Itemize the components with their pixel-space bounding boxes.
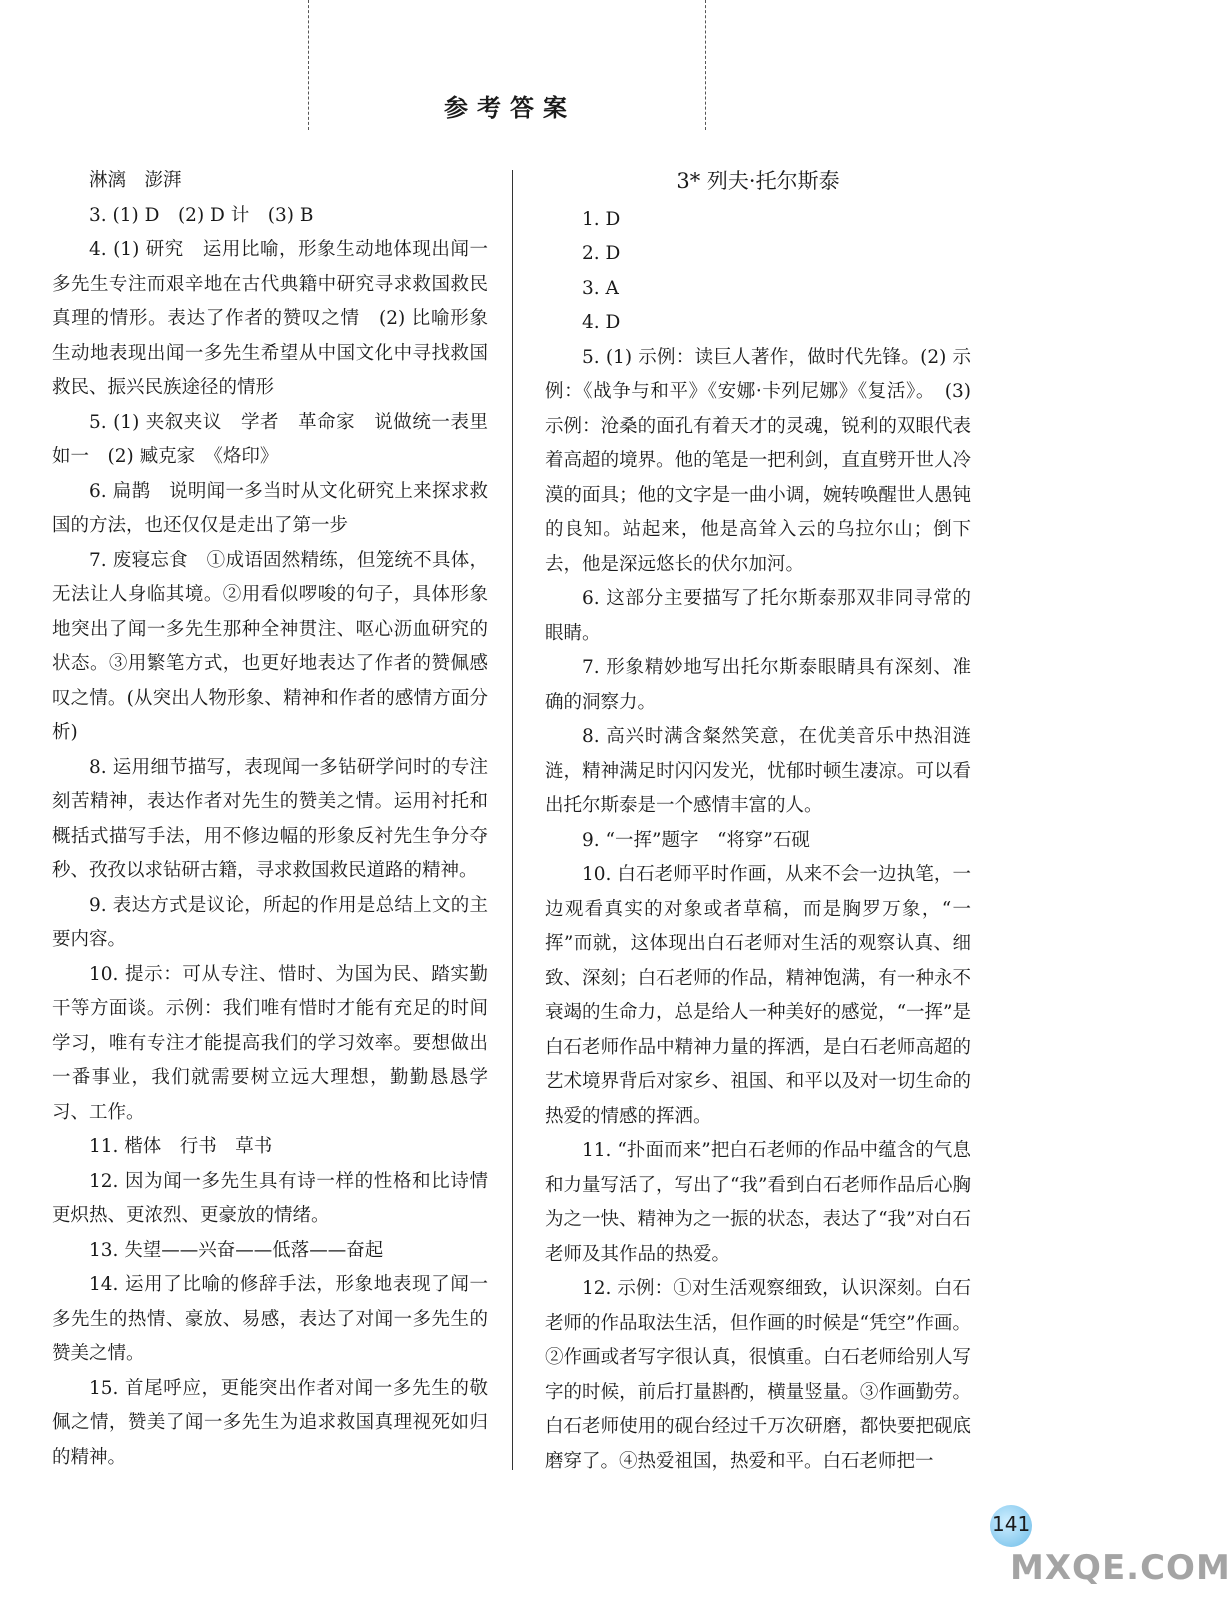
watermark: MXQE.COM [1010, 1548, 1231, 1588]
page-title: 参考答案 [444, 94, 576, 122]
answer-paragraph: 15. 首尾呼应，更能突出作者对闻一多先生的敬佩之情，赞美了闻一多先生为追求救国真理视死如归的精神。 [52, 1377, 488, 1468]
answer-paragraph: 11. 楷体 行书 草书 [89, 1136, 273, 1157]
answer-paragraph: 11. “扑面而来”把白石老师的作品中蕴含的气息和力量写活了，写出了“我”看到白石老师作品后心胸为之一快、精神为之一振的状态，表达了“我”对白石老师及其作品的热爱。 [545, 1140, 971, 1265]
answer-paragraph: 6. 这部分主要描写了托尔斯泰那双非同寻常的眼睛。 [545, 588, 971, 644]
answer-paragraph: 6. 扁鹊 说明闻一多当时从文化研究上来探求救国的方法，也还仅仅是走出了第一步 [52, 480, 488, 536]
answer-paragraph: 14. 运用了比喻的修辞手法，形象地表现了闻一多先生的热情、豪放、易感，表达了对闻一多先生的赞美之情。 [52, 1274, 488, 1364]
left-column [52, 164, 488, 1475]
answer-paragraph: 淋漓 澎湃 [89, 170, 182, 191]
answer-paragraph: 5. (1) 示例：读巨人著作，做时代先锋。(2) 示例：《战争与和平》《安娜·卡列尼娜》《复活》。 (3) 示例：沧桑的面孔有着天才的灵魂，锐利的双眼代表着高超的境界。他的笔是一把利剑，直直劈开世人冷漠的面具；他的文字是一曲小调，婉转唤醒世人愚钝的良知。站起来，他是高耸入云的乌拉尔山；倒下去，他是深远悠长的伏尔加河。 [545, 346, 971, 575]
answer-paragraph: 7. 形象精妙地写出托尔斯泰眼睛具有深刻、准确的洞察力。 [545, 657, 971, 713]
right-column [545, 164, 971, 1479]
answer-paragraph: 13. 失望——兴奋——低落——奋起 [89, 1239, 384, 1261]
answer-paragraph: 1. D [582, 208, 621, 230]
answer-paragraph: 8. 高兴时满含粲然笑意，在优美音乐中热泪涟涟，精神满足时闪闪发光，忧郁时顿生凄凉。可以看出托尔斯泰是一个感情丰富的人。 [545, 726, 971, 816]
answer-paragraph: 12. 示例：①对生活观察细致，认识深刻。白石老师的作品取法生活，但作画的时候是“凭空”作画。②作画或者写字很认真，很慎重。白石老师给别人写字的时候，前后打量斟酌，横量竖量。③作画勤劳。白石老师使用的砚台经过千万次研磨，都快要把砚底磨穿了。④热爱祖国，热爱和平。白石老师把一 [545, 1278, 971, 1472]
answer-paragraph: 3. (1) D (2) D 计 (3) B [89, 204, 314, 226]
answer-paragraph: 10. 白石老师平时作画，从来不会一边执笔，一边观看真实的对象或者草稿，而是胸罗万象，“一挥”而就，这体现出白石老师对生活的观察认真、细致、深刻；白石老师的作品，精神饱满，有一种永不衰竭的生命力，总是给人一种美好的感觉，“一挥”是白石老师作品中精神力量的挥洒，是白石老师高超的艺术境界背后对家乡、祖国、和平以及对一切生命的热爱的情感的挥洒。 [545, 864, 971, 1127]
column-divider [512, 170, 513, 1470]
answer-paragraph: 5. (1) 夹叙夹议 学者 革命家 说做统一表里如一 (2) 臧克家 《烙印》 [52, 411, 488, 467]
answer-paragraph: 3. A [582, 277, 619, 299]
answer-paragraph: 4. (1) 研究 运用比喻，形象生动地体现出闻一多先生专注而艰辛地在古代典籍中研究寻求救国救民真理的情形。表达了作者的赞叹之情 (2) 比喻形象生动地表现出闻一多先生希望从中国文化中寻找救国救民、振兴民族途径的情形 [52, 239, 488, 398]
answer-paragraph: 2. D [582, 243, 621, 264]
answer-paragraph: 12. 因为闻一多先生具有诗一样的性格和比诗情更炽热、更浓烈、更豪放的情绪。 [52, 1170, 488, 1226]
answer-paragraph: 9. 表达方式是议论，所起的作用是总结上文的主要内容。 [52, 894, 488, 950]
answer-paragraph: 8. 运用细节描写，表现闻一多钻研学问时的专注刻苦精神，表达作者对先生的赞美之情。运用衬托和概括式描写手法，用不修边幅的形象反衬先生争分夺秒、孜孜以求钻研古籍，寻求救国救民道路的精神。 [52, 756, 488, 881]
answer-paragraph: 7. 废寝忘食 ①成语固然精练，但笼统不具体，无法让人身临其境。②用看似啰唆的句子，具体形象地突出了闻一多先生那种全神贯注、呕心沥血研究的状态。③用繁笔方式，也更好地表达了作者的赞佩感叹之情。(从突出人物形象、精神和作者的感情方面分析) [52, 549, 488, 743]
page-number: 141 [992, 1512, 1031, 1536]
section-subtitle: 3* 列夫·托尔斯泰 [676, 169, 840, 193]
answer-paragraph: 4. D [582, 312, 621, 333]
answer-paragraph: 9. “一挥”题字 “将穿”石砚 [582, 829, 810, 851]
answer-paragraph: 10. 提示：可从专注、惜时、为国为民、踏实勤干等方面谈。示例：我们唯有惜时才能有充足的时间学习，唯有专注才能提高我们的学习效率。要想做出一番事业，我们就需要树立远大理想，勤勤恳恳学习、工作。 [52, 963, 488, 1123]
